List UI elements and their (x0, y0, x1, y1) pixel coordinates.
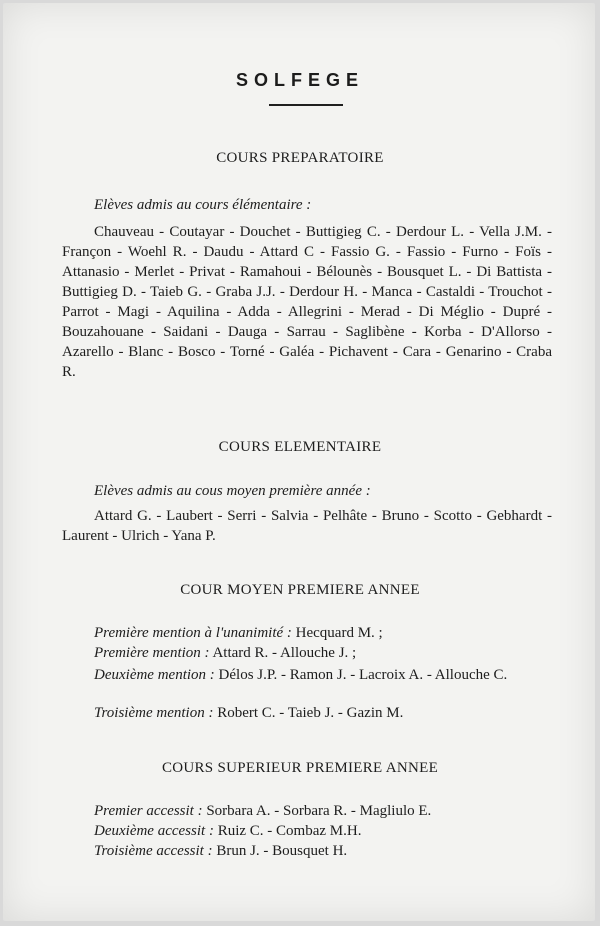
accessit-names: Sorbara A. - Sorbara R. - Magliulo E. (206, 803, 432, 819)
mention-label: Troisième mention : (94, 705, 214, 721)
mention-names: Hecquard M. ; (295, 625, 383, 641)
section-heading-cours-elementaire: COURS ELEMENTAIRE (218, 439, 382, 455)
accessit-label: Troisième accessit : (94, 843, 213, 859)
mention-label: Première mention : (94, 645, 210, 661)
mention-label: Deuxième mention : (94, 667, 215, 683)
mention-row (62, 665, 552, 685)
section-heading-cours-superieur: COURS SUPERIEUR PREMIERE ANNEE (161, 760, 439, 776)
accessit-label: Premier accessit : (94, 803, 203, 819)
mention-names: Délos J.P. - Ramon J. - Lacroix A. - Allouche C. (218, 667, 508, 683)
mention-row (94, 645, 356, 662)
section-subtitle-cours-preparatoire: Elèves admis au cours élémentaire : (94, 197, 312, 213)
mention-row (94, 625, 383, 642)
section-heading-cours-preparatoire: COURS PREPARATOIRE (216, 150, 384, 166)
accessit-row (94, 823, 361, 840)
mention-names: Robert C. - Taieb J. - Gazin M. (217, 705, 404, 721)
section-heading-cour-moyen: COUR MOYEN PREMIERE ANNEE (180, 582, 420, 598)
accessit-names: Ruiz C. - Combaz M.H. (217, 823, 362, 839)
accessit-row (94, 803, 431, 820)
mention-names: Attard R. - Allouche J. ; (212, 645, 357, 661)
section-subtitle-cours-elementaire: Elèves admis au cous moyen première année : (94, 483, 371, 499)
page-title: SOLFEGE (235, 70, 364, 90)
names-list-cours-elementaire: Attard G. - Laubert - Serri - Salvia - Pelhâte - Bruno - Scotto - Gebhardt - Laurent - Ulrich - Yana P. (62, 508, 552, 544)
mention-label: Première mention à l'unanimité : (94, 625, 292, 641)
mention-row (94, 705, 403, 722)
names-list-cours-preparatoire: Chauveau - Coutayar - Douchet - Buttigieg C. - Derdour L. - Vella J.M. - Françon - Woehl R. - Daudu - Attard C - Fassio G. - Fassio - Furno - Foïs - Attanasio - Merlet - Privat - Ramahoui - Bélounès - Bousquet L. - Di Battista - Buttigieg D. - Taieb G. - Graba J.J. - Derdour H. - Manca - Castaldi - Trouchot - Parrot - Magi - Aquilina - Adda - Allegrini - Merad - Di Méglio - Dupré - Bouzahouane - Saidani - Dauga - Sarrau - Saglibène - Korba - D'Allorso - Azarello - Blanc - Bosco - Torné - Galéa - Pichavent - Cara - Genarino - Craba R. (62, 224, 552, 380)
accessit-names: Brun J. - Bousquet H. (216, 843, 348, 859)
accessit-label: Deuxième accessit : (94, 823, 214, 839)
accessit-row (94, 843, 347, 860)
page-sheet (3, 3, 595, 921)
title-underline (269, 104, 343, 106)
